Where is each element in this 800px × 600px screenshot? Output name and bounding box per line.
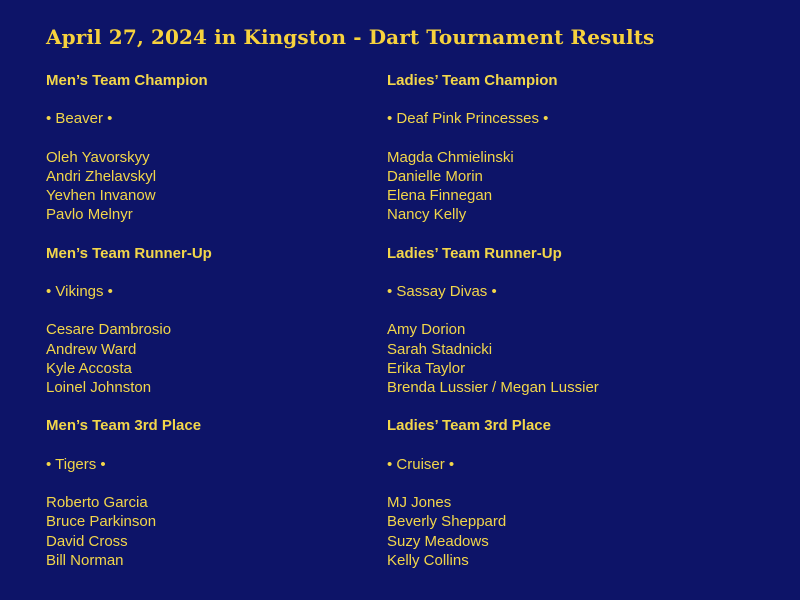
- ladies-champion-heading: Ladies’ Team Champion: [387, 72, 558, 89]
- player-name: Kelly Collins: [387, 551, 469, 569]
- mens-runner-up-team: • Vikings •: [46, 283, 113, 301]
- player-name: Brenda Lussier / Megan Lussier: [387, 379, 599, 396]
- mens-third-place-team: • Tigers •: [46, 455, 106, 473]
- player-name: Bruce Parkinson: [46, 513, 157, 531]
- ladies-third-place-team: • Cruiser •: [387, 455, 455, 473]
- player-name: Beverly Sheppard: [387, 513, 507, 531]
- player-name: Oleh Yavorskyy: [46, 148, 150, 166]
- ladies-runner-up-heading: Ladies’ Team Runner-Up: [387, 244, 562, 262]
- player-name: Pavlo Melnyr: [46, 206, 133, 224]
- player-name: Sarah Stadnicki: [387, 340, 493, 358]
- mens-champion-team: • Beaver •: [46, 110, 113, 128]
- player-name: Bill Norman: [46, 551, 124, 569]
- player-name: David Cross: [46, 532, 128, 550]
- player-name: Cesare Dambrosio: [46, 321, 172, 339]
- player-name: Amy Dorion: [387, 321, 466, 339]
- player-name: Elena Finnegan: [387, 187, 493, 205]
- player-name: Erika Taylor: [387, 359, 466, 377]
- ladies-results-column: [387, 71, 787, 570]
- player-name: Nancy Kelly: [387, 206, 467, 224]
- mens-champion-heading: Men’s Team Champion: [46, 72, 208, 89]
- player-name: Loinel Johnston: [46, 379, 152, 396]
- ladies-third-place-heading: Ladies’ Team 3rd Place: [387, 417, 551, 435]
- mens-runner-up-heading: Men’s Team Runner-Up: [46, 244, 212, 262]
- player-name: Roberto Garcia: [46, 494, 148, 512]
- player-name: Kyle Accosta: [46, 359, 132, 377]
- mens-results-column: [46, 71, 386, 570]
- player-name: Andrew Ward: [46, 340, 137, 358]
- mens-third-place-heading: Men’s Team 3rd Place: [46, 417, 202, 435]
- player-name: Suzy Meadows: [387, 532, 489, 550]
- player-name: Andri Zhelavskyl: [46, 167, 157, 185]
- player-name: Yevhen Invanow: [46, 187, 156, 205]
- page-title: April 27, 2024 in Kingston - Dart Tournament Results: [46, 25, 655, 49]
- player-name: Magda Chmielinski: [387, 148, 514, 166]
- ladies-champion-team: • Deaf Pink Princesses •: [387, 110, 549, 128]
- player-name: Danielle Morin: [387, 167, 483, 185]
- player-name: MJ Jones: [387, 494, 452, 512]
- ladies-runner-up-team: • Sassay Divas •: [387, 283, 497, 301]
